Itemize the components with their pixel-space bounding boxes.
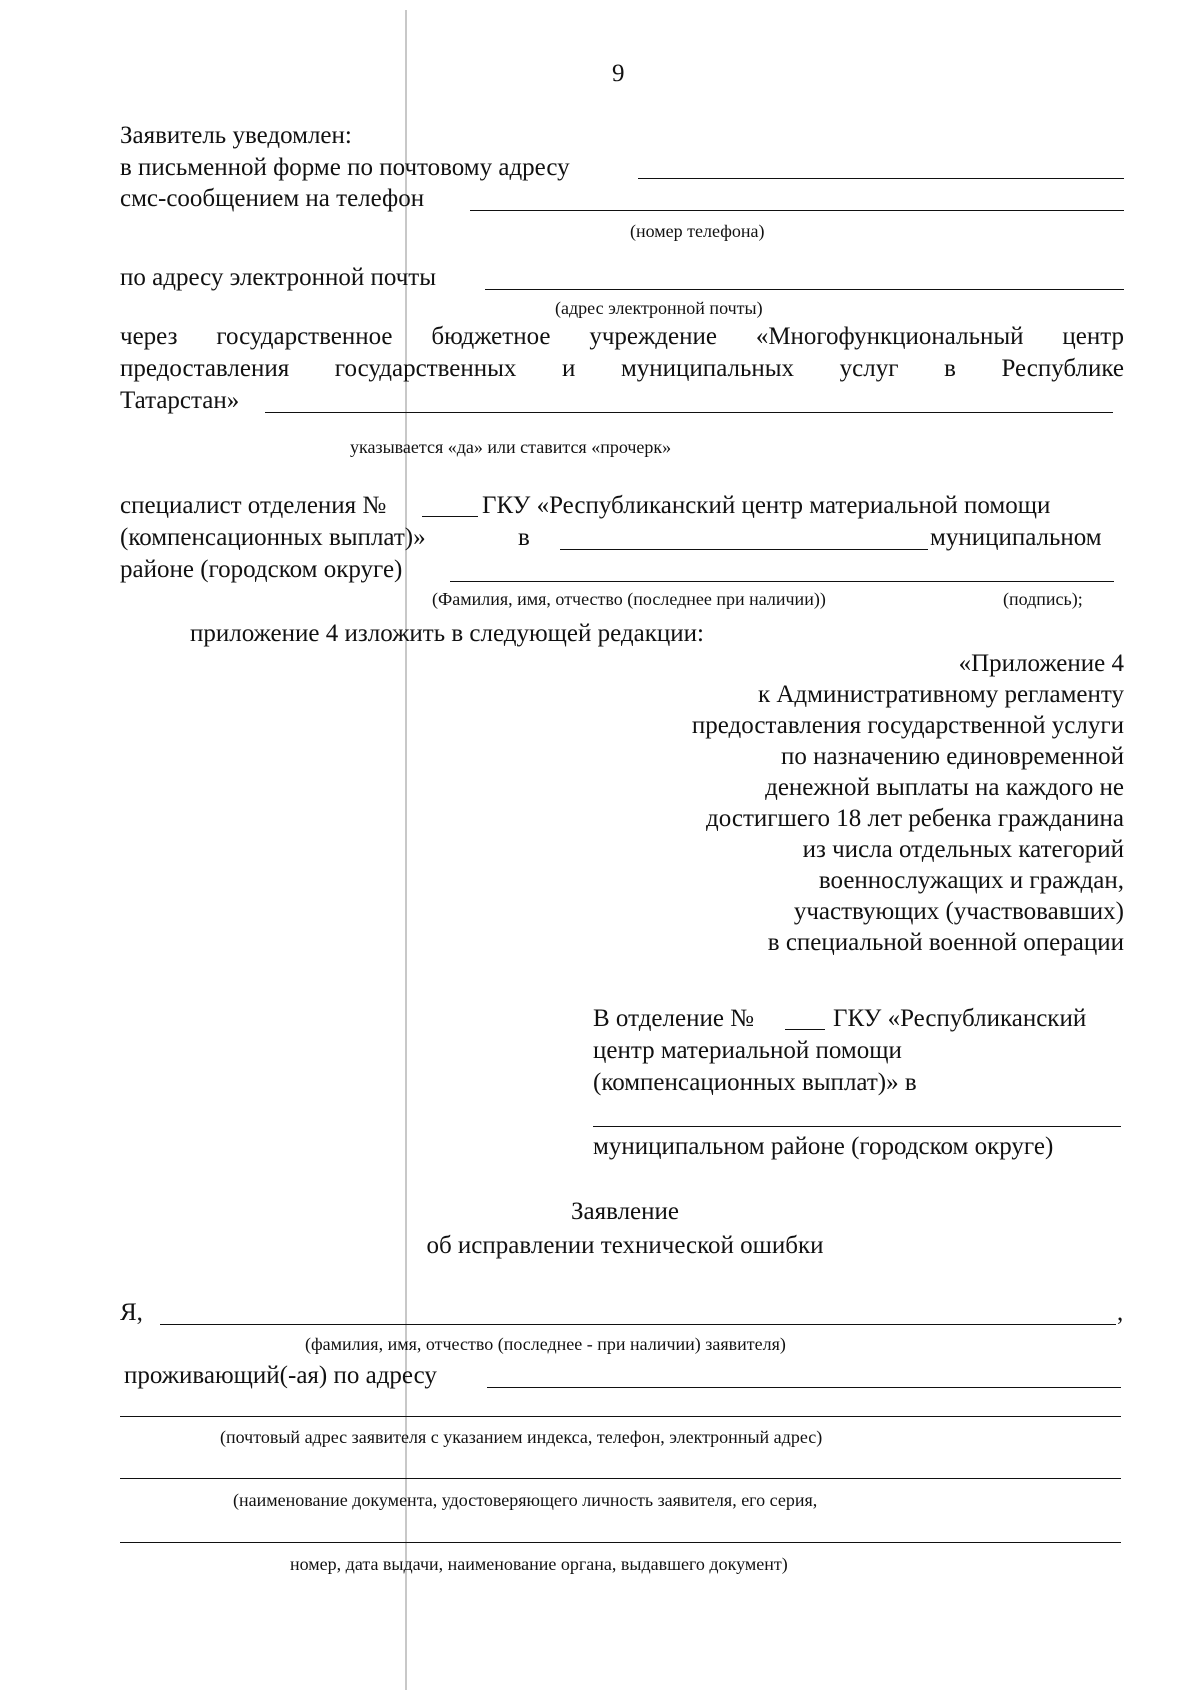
phone-field-line[interactable]	[470, 210, 1124, 211]
specialist-line-2-left: (компенсационных выплат)»	[120, 524, 426, 551]
specialist-district-field-line[interactable]	[560, 549, 928, 550]
applicant-document-caption-2: номер, дата выдачи, наименование органа, выдавшего документ)	[290, 1554, 788, 1574]
amendment-text: приложение 4 изложить в следующей редакции:	[190, 620, 704, 647]
addressee-line-4: муниципальном районе (городском округе)	[593, 1133, 1054, 1160]
notice-heading: Заявитель уведомлен:	[120, 122, 352, 149]
mfc-line-1: через государственное бюджетное учреждение «Многофункциональный центр	[120, 323, 1124, 350]
applicant-document-field-line-2[interactable]	[120, 1542, 1121, 1543]
appendix-header-line: к Административному регламенту	[757, 681, 1124, 708]
mfc-line-3: Татарстан»	[120, 387, 240, 414]
mail-address-field-line[interactable]	[638, 178, 1124, 179]
phone-caption: (номер телефона)	[630, 221, 765, 241]
applicant-document-field-line[interactable]	[120, 1478, 1121, 1479]
applicant-name-caption: (фамилия, имя, отчество (последнее - при наличии) заявителя)	[305, 1334, 786, 1354]
email-caption: (адрес электронной почты)	[555, 298, 763, 318]
specialist-name-field-line[interactable]	[450, 581, 1114, 582]
specialist-sign-caption: (подпись);	[1003, 589, 1083, 609]
addressee-district-field-line[interactable]	[593, 1126, 1121, 1127]
notice-by-sms-label: смс-сообщением на телефон	[120, 185, 425, 212]
specialist-line-3: районе (городском округе)	[120, 556, 403, 583]
mfc-caption: указывается «да» или ставится «прочерк»	[350, 437, 672, 457]
specialist-line-2-in: в	[518, 524, 530, 551]
appendix-header-line: денежной выплаты на каждого не	[765, 774, 1124, 801]
applicant-comma: ,	[1117, 1299, 1124, 1326]
mfc-field-line[interactable]	[265, 412, 1113, 413]
applicant-name-field-line[interactable]	[160, 1324, 1116, 1325]
specialist-name-caption: (Фамилия, имя, отчество (последнее при наличии))	[432, 589, 826, 609]
applicant-address-field-line-2[interactable]	[120, 1416, 1121, 1417]
applicant-i: Я,	[120, 1299, 143, 1326]
appendix-header-line: из числа отдельных категорий	[802, 836, 1124, 863]
addressee-line-1-suffix: ГКУ «Республиканский	[833, 1005, 1087, 1032]
appendix-header-line: достигшего 18 лет ребенка гражданина	[706, 805, 1124, 832]
appendix-header	[564, 648, 1124, 958]
mfc-line-2: предоставления государственных и муниципальных услуг в Республике	[120, 355, 1124, 382]
page-number: 9	[612, 60, 625, 87]
applicant-address-caption: (почтовый адрес заявителя с указанием индекса, телефон, электронный адрес)	[220, 1427, 823, 1447]
applicant-residing-label: проживающий(-ая) по адресу	[124, 1362, 437, 1389]
appendix-header-line: по назначению единовременной	[780, 743, 1124, 770]
applicant-document-caption-1: (наименование документа, удостоверяющего личность заявителя, его серия,	[233, 1490, 818, 1510]
notice-by-mail-label: в письменной форме по почтовому адресу	[120, 154, 570, 181]
specialist-line-1-suffix: ГКУ «Республиканский центр материальной помощи	[482, 492, 1051, 519]
addressee-line-1-prefix: В отделение №	[593, 1005, 755, 1032]
addressee-department-field-line[interactable]	[785, 1029, 825, 1030]
addressee-line-3: (компенсационных выплат)» в	[593, 1069, 917, 1096]
specialist-line-1-prefix: специалист отделения №	[120, 492, 387, 519]
applicant-address-field-line[interactable]	[487, 1387, 1121, 1388]
specialist-line-2-right: муниципальном	[930, 524, 1102, 551]
email-field-line[interactable]	[485, 289, 1124, 290]
appendix-header-line: в специальной военной операции	[767, 929, 1124, 956]
application-subtitle: об исправлении технической ошибки	[426, 1232, 824, 1259]
appendix-header-line: «Приложение 4	[958, 650, 1124, 677]
application-title: Заявление	[570, 1198, 680, 1225]
addressee-line-2: центр материальной помощи	[593, 1037, 902, 1064]
appendix-header-line: участвующих (участвовавших)	[793, 898, 1124, 925]
notice-by-email-label: по адресу электронной почты	[120, 264, 436, 291]
department-number-field-line[interactable]	[422, 516, 478, 517]
appendix-header-line: предоставления государственной услуги	[691, 712, 1124, 739]
appendix-header-line: военнослужащих и граждан,	[818, 867, 1124, 894]
